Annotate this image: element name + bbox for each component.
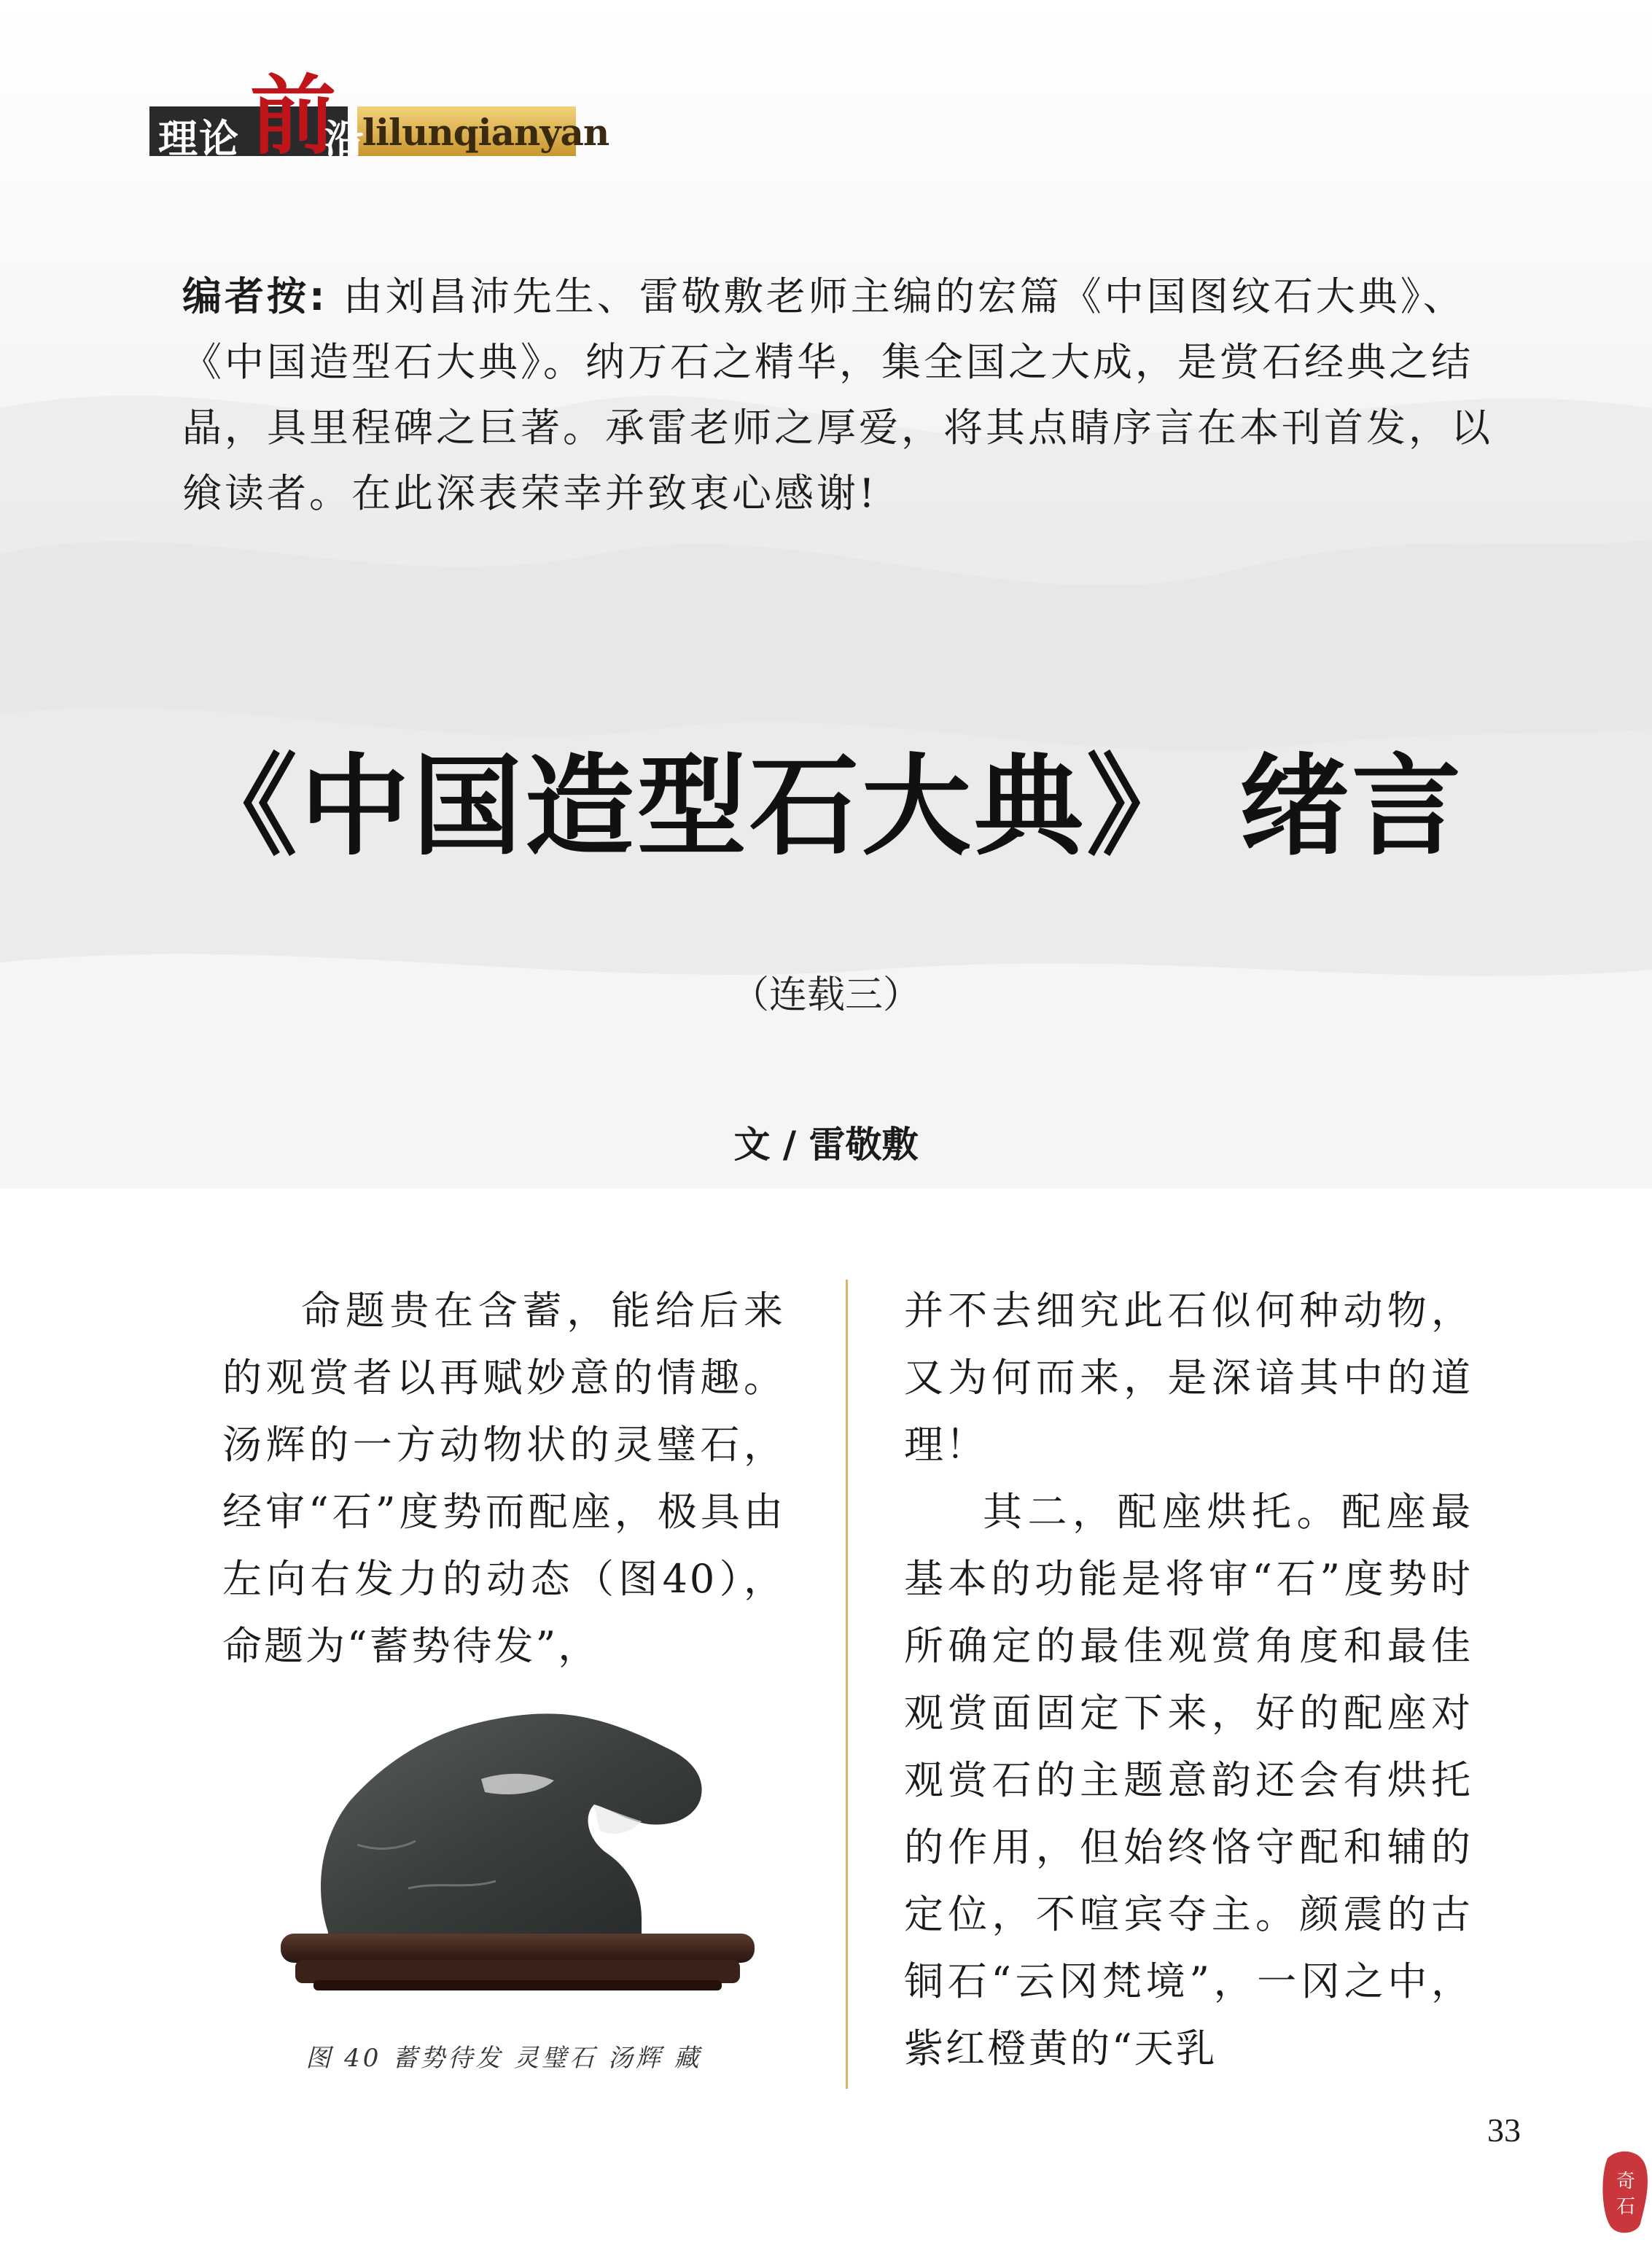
- editor-note-label: 编者按:: [182, 273, 328, 319]
- left-paragraph: 命题贵在含蓄，能给后来的观赏者以再赋妙意的情趣。汤辉的一方动物状的灵璧石，经审“石”度势而配座，极具由左向右发力的动态（图40），命题为“蓄势待发”，: [222, 1288, 785, 1669]
- seal-icon: [1600, 2144, 1651, 2238]
- left-column: [222, 1277, 785, 1680]
- figure-caption: 图 40 蓄势待发 灵璧石 汤辉 藏: [305, 2044, 702, 2073]
- right-paragraph-2: 其二，配座烘托。配座最基本的功能是将审“石”度势时所确定的最佳观赏角度和最佳观赏面固定下来，好的配座对观赏石的主题意韵还会有烘托的作用，但始终恪守配和辅的定位，不喧宾夺主。颜震的古铜石“云冈梵境”，一冈之中，紫红橙黄的“天乳: [904, 1489, 1473, 2071]
- stone-illustration: [262, 1699, 773, 1998]
- article-byline: 文 / 雷敬敷: [733, 1124, 919, 1166]
- article-title: 《中国造型石大典》 绪言: [187, 744, 1465, 871]
- svg-text:奇: 奇: [1616, 2171, 1636, 2192]
- page-number: 33: [1487, 2111, 1521, 2149]
- editor-note-text: 由刘昌沛先生、雷敬敷老师主编的宏篇《中国图纹石大典》、《中国造型石大典》。纳万石之精华，集全国之大成，是赏石经典之结晶，具里程碑之巨著。承雷老师之厚爱，将其点睛序言在本刊首发，以飨读者。在此深表荣幸并致衷心感谢!: [182, 273, 1493, 516]
- red-seal-stamp: [1600, 2144, 1651, 2238]
- logo-text-left: 理论: [158, 115, 240, 162]
- article-subtitle: （连载三）: [730, 973, 921, 1017]
- editor-note: [182, 264, 1516, 526]
- right-paragraph-1: 并不去细究此石似何种动物，又为何而来，是深谙其中的道理！: [904, 1288, 1473, 1468]
- logo-text-right: 沿: [324, 115, 364, 162]
- section-logo: [149, 65, 609, 166]
- right-column: [904, 1277, 1473, 2082]
- column-divider: [846, 1280, 848, 2089]
- svg-text:石: 石: [1616, 2196, 1636, 2218]
- figure-40-stone-image: [262, 1699, 773, 1998]
- logo-pinyin: lilunqianyan: [362, 111, 609, 154]
- logo-accent-char: 前: [250, 65, 337, 166]
